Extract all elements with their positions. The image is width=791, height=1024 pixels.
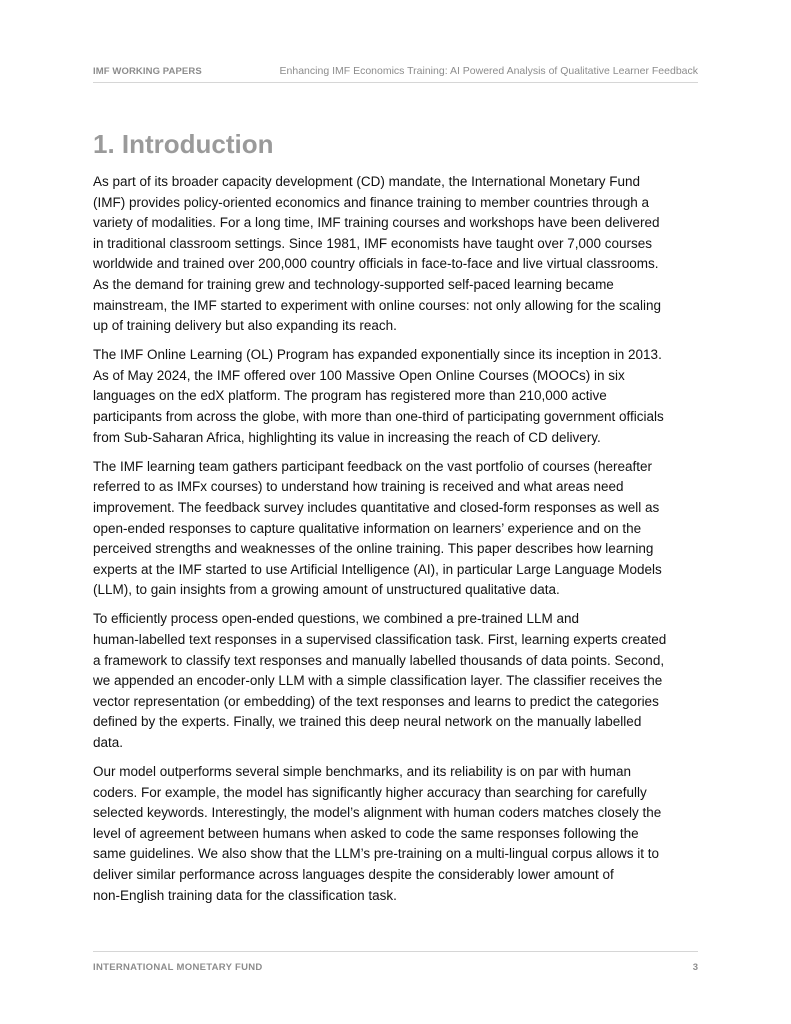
paragraph-line: referred to as IMFx courses) to understand how training is received and what areas need (93, 479, 624, 495)
paragraph-line: data. (93, 734, 124, 750)
section-title: 1. Introduction (93, 129, 274, 159)
page-footer (93, 951, 698, 974)
paragraph-line: up of training delivery but also expanding its reach. (93, 318, 397, 334)
paragraph-4 (93, 609, 699, 753)
paragraph-line: worldwide and trained over 200,000 country officials in face-to-face and live virtual classrooms. (93, 256, 659, 272)
paragraph-line: human-labelled text responses in a supervised classification task. First, learning experts created (93, 631, 667, 647)
paragraph-line: As of May 2024, the IMF offered over 100 Massive Open Online Courses (MOOCs) in six (93, 367, 625, 383)
header-series-label: IMF WORKING PAPERS (93, 66, 202, 77)
paragraph-line: open-ended responses to capture qualitative information on learners’ experience and on the (93, 520, 642, 536)
page-header (93, 64, 698, 83)
page-number: 3 (692, 962, 698, 973)
paragraph-line: we appended an encoder-only LLM with a simple classification layer. The classifier receives the (93, 673, 663, 689)
paragraph-5 (93, 762, 699, 906)
paragraph-line: experts at the IMF started to use Artificial Intelligence (AI), in particular Large Language Models (93, 561, 662, 577)
header-running-title: Enhancing IMF Economics Training: AI Powered Analysis of Qualitative Learner Feedback (279, 65, 698, 77)
footer-organization: INTERNATIONAL MONETARY FUND (93, 962, 263, 973)
paragraph-line: The IMF Online Learning (OL) Program has expanded exponentially since its inception in 2013. (93, 347, 662, 363)
paragraph-line: To efficiently process open-ended questions, we combined a pre-trained LLM and (93, 611, 580, 627)
paragraph-line: a framework to classify text responses and manually labelled thousands of data points. Second, (93, 652, 665, 668)
paragraph-line: level of agreement between humans when asked to code the same responses following the (93, 825, 639, 841)
paragraph-line: Our model outperforms several simple benchmarks, and its reliability is on par with human (93, 764, 631, 780)
paragraph-line: As the demand for training grew and technology-supported self-paced learning became (93, 276, 614, 292)
paragraph-line: (LLM), to gain insights from a growing amount of unstructured qualitative data. (93, 582, 560, 598)
paragraph-line: The IMF learning team gathers participant feedback on the vast portfolio of courses (hereafter (93, 458, 653, 474)
paragraph-line: perceived strengths and weaknesses of the online training. This paper describes how learning (93, 541, 654, 557)
paragraph-line: improvement. The feedback survey includes quantitative and closed-form responses as well as (93, 499, 660, 515)
paragraph-line: variety of modalities. For a long time, IMF training courses and workshops have been delivered (93, 215, 660, 231)
paragraph-line: in traditional classroom settings. Since 1981, IMF economists have taught over 7,000 courses (93, 235, 653, 251)
paragraph-2 (93, 345, 699, 448)
body-text (93, 172, 699, 915)
paragraph-3 (93, 457, 699, 601)
paragraph-line: coders. For example, the model has significantly higher accuracy than searching for carefully (93, 784, 647, 800)
paragraph-line: vector representation (or embedding) of the text responses and learns to predict the categories (93, 693, 659, 709)
paragraph-line: participants from across the globe, with more than one-third of participating government officials (93, 409, 664, 425)
paragraph-line: (IMF) provides policy-oriented economics and finance training to member countries through a (93, 194, 650, 210)
paragraph-line: from Sub-Saharan Africa, highlighting its value in increasing the reach of CD delivery. (93, 429, 601, 445)
paragraph-line: non-English training data for the classification task. (93, 887, 397, 903)
paragraph-line: mainstream, the IMF started to experiment with online courses: not only allowing for the scaling (93, 297, 662, 313)
paragraph-line: same guidelines. We also show that the LLM’s pre-training on a multi-lingual corpus allows it to (93, 846, 660, 862)
paragraph-line: deliver similar performance across languages despite the considerably lower amount of (93, 867, 614, 882)
paragraph-1 (93, 172, 699, 337)
paragraph-line: As part of its broader capacity development (CD) mandate, the International Monetary Fund (93, 174, 641, 189)
paragraph-line: languages on the edX platform. The program has registered more than 210,000 active (93, 388, 607, 404)
paragraph-line: defined by the experts. Finally, we trained this deep neural network on the manually labelled (93, 714, 642, 730)
paragraph-line: selected keywords. Interestingly, the model’s alignment with human coders matches closely the (93, 805, 662, 821)
